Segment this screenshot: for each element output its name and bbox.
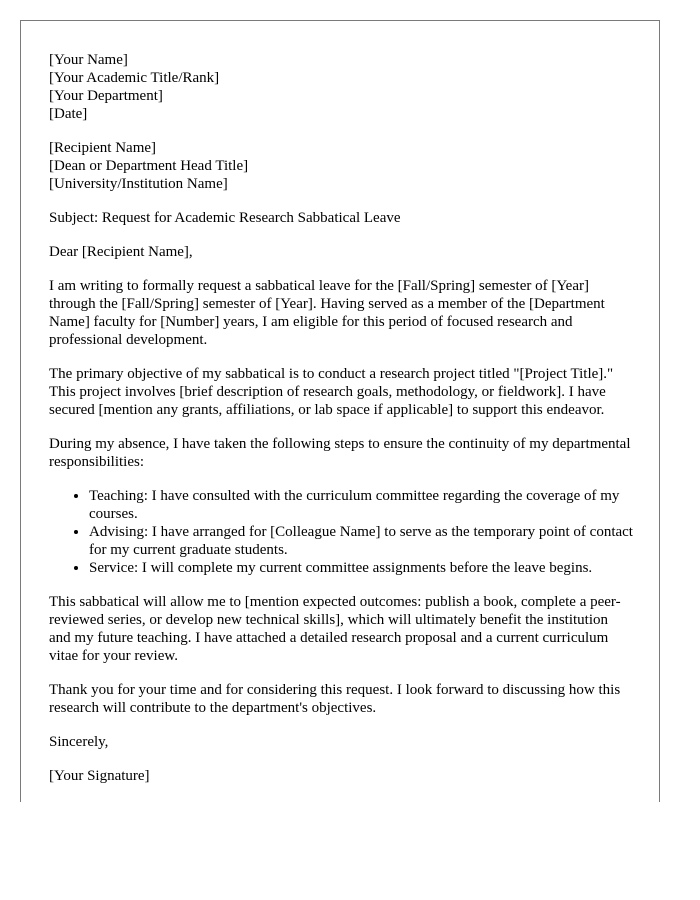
sender-title: [Your Academic Title/Rank] [49, 70, 220, 86]
body-paragraph: The primary objective of my sabbatical is to conduct a research project titled "[Project Title]." This project involves [brief description of research goals, methodology, or fieldwork]. I have secured [mention any grants, affiliations, or lab space if applicable] to support this endeavor. [49, 366, 614, 418]
sender-department: [Your Department] [49, 88, 163, 104]
body-paragraph: During my absence, I have taken the following steps to ensure the continuity of my departmental responsibilities: [49, 436, 631, 470]
letter-date: [Date] [49, 106, 88, 122]
subject-line: Subject: Request for Academic Research Sabbatical Leave [49, 210, 401, 226]
recipient-title: [Dean or Department Head Title] [49, 158, 249, 174]
signature: [Your Signature] [49, 768, 150, 784]
body-paragraph: I am writing to formally request a sabbatical leave for the [Fall/Spring] semester of [Year] through the [Fall/Spring] semester of [Year]. Having served as a member of the [Department Name] faculty for [Number] years, I am eligible for this period of focused research and professional development. [49, 278, 605, 348]
body-paragraph: Thank you for your time and for considering this request. I look forward to discussing how this research will contribute to the department's objectives. [49, 682, 621, 716]
body-paragraph: This sabbatical will allow me to [mention expected outcomes: publish a book, complete a peer-reviewed series, or develop new technical skills], which will ultimately benefit the institution and my future teaching. I have attached a detailed research proposal and a current curriculum vitae for your review. [49, 594, 621, 664]
list-item: • Service: I will complete my current committee assignments before the leave begins. [89, 559, 649, 577]
recipient-institution: [University/Institution Name] [49, 176, 228, 192]
signoff: Sincerely, [49, 734, 109, 750]
recipient-name: [Recipient Name] [49, 140, 157, 156]
list-item: • Teaching: I have consulted with the curriculum committee regarding the coverage of my courses. [89, 487, 649, 523]
letter-page [20, 20, 660, 802]
salutation: Dear [Recipient Name], [49, 244, 193, 260]
recipient-block [49, 139, 659, 193]
responsibilities-list [49, 487, 659, 577]
list-item: • Advising: I have arranged for [Colleague Name] to serve as the temporary point of contact for my current graduate students. [89, 523, 649, 559]
sender-name: [Your Name] [49, 52, 128, 68]
sender-block [49, 51, 659, 123]
